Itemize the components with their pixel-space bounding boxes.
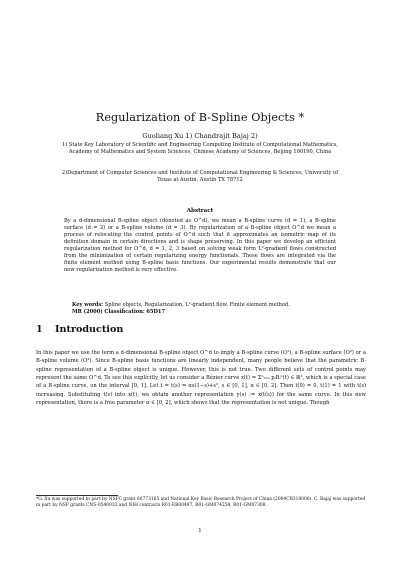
keywords-text: Spline objects, Regularization, L²-gradient flow, Finite element method. xyxy=(104,302,290,308)
section-title: Introduction xyxy=(55,324,124,335)
page-number: 1 xyxy=(198,528,202,534)
msc-label: MR (2000) Classification: xyxy=(72,309,145,315)
keywords-line xyxy=(72,302,336,309)
keywords-label: Key words: xyxy=(72,302,104,308)
abstract-text: By a d-dimensional B-spline object (denoted as O^d), we mean a B-spline curve (d = 1), a B-spline surface (d = 2) or a B-spline volume (d = 3). By regularization of a B-spline object O^d we mean a process of relocating the control points of O^d such that it approximates an isometric map of its definition domain in certain directions and is shape preserving. In this paper we develop an efficient regularization method for O^d, d = 1, 2, 3 based on solving weak form L²-gradient flows constructed from the minimization of certain regularizing energy functionals. These flows are integrated via the finite element method using B-spline basis functions. Our experimental results demonstrate that our new regularization method is very effective. xyxy=(64,218,336,274)
footnote: *G. Xu was supported in part by NSFC grant 60773165 and National Key Basic Research Project of China (2004CB318000). C. Bajaj was supported in part by NSF grants CNS-0540033 and NIH contracts R01-EB00487, R01-GM074258, R01-GM07308. xyxy=(36,497,366,509)
footnote-rule xyxy=(36,495,118,496)
introduction-text: In this paper we use the term a d-dimensional B-spline object O^d to imply a B-spline curve (O¹), a B-spline surface (O²) or a B-spline volume (O³). Since B-spline basis functions are linearly independent, many people believe that the parametric B-spline representation of a B-spline object is unique. However, this is not true. Two different sets of control points may represent the same O^d. To see this explicitly, let us consider a Bézier curve x(t) = Σⁿᵢ₌₀ pᵢBᵢⁿ(t) ∈ ℝ², which is a special case of a B-spline curve, on the interval [0, 1]. Let t = t(s) = αs(1−s)+s², s ∈ [0, 1], α ∈ [0, 2]. Then t(0) = 0, t(1) = 1 with t(s) increasing. Substituting t(s) into x(t), we obtain another representation y(s) := x(t(s)) for the same curve. In this new representation, there is a free parameter α ∈ [0, 2], which shows that the representation is not unique. Though xyxy=(36,350,366,407)
msc-line xyxy=(72,309,336,316)
affiliation-1: 1) State Key Laboratory of Scientific and Engineering Computing Institute of Computational Mathematics, Academy of Mathematics and System Sciences, Chinese Academy of Sciences, Beijing 100190, China xyxy=(62,142,338,156)
paper-title: Regularization of B-Spline Objects * xyxy=(95,111,305,124)
paper-authors: Guoliang Xu 1) Chandrajit Bajaj 2) xyxy=(142,132,258,140)
affiliation-2: 2)Department of Computer Sciences and Institute of Computational Engineering & Sciences, University of Texas at Austin, Austin TX 78712 xyxy=(61,170,339,184)
section-number: 1 xyxy=(36,324,43,335)
msc-code: 65D17 xyxy=(146,309,165,315)
abstract-heading: Abstract xyxy=(186,208,214,214)
